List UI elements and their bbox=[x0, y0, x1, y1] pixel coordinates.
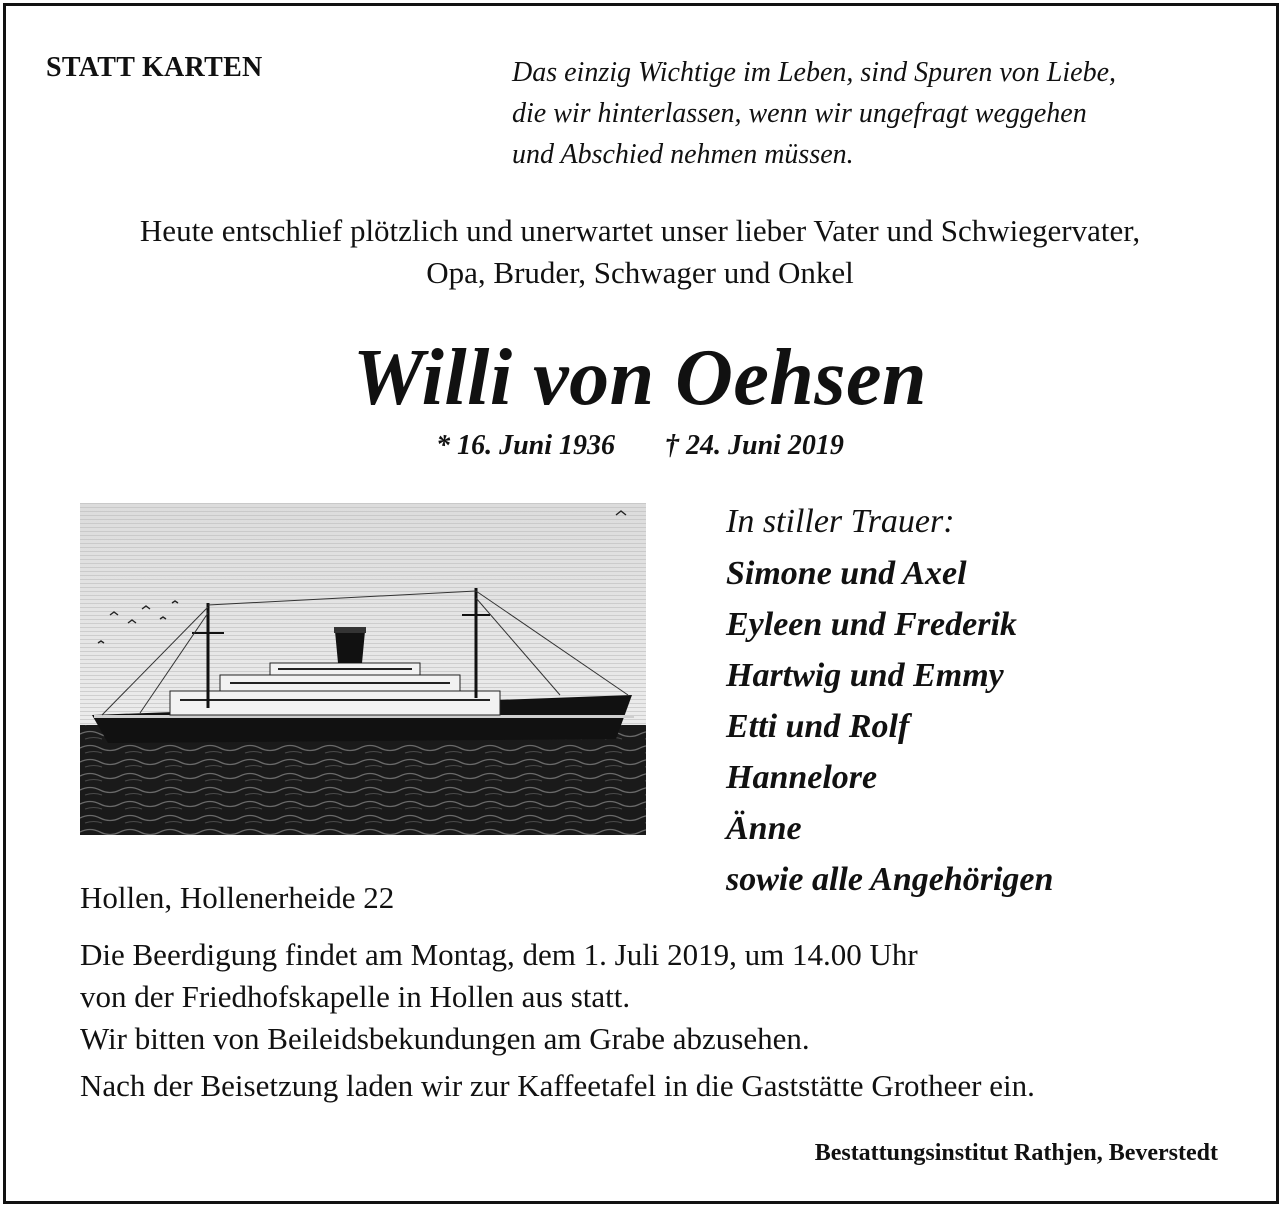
mourners-list bbox=[726, 496, 1053, 905]
mourner-name: Hartwig und Emmy bbox=[726, 657, 1004, 694]
ship-photo bbox=[80, 503, 646, 835]
announcement-line: Heute entschlief plötzlich und unerwartet unser lieber Vater und Schwiegervater, bbox=[139, 213, 1141, 248]
funeral-details bbox=[80, 934, 918, 1060]
death-announcement-text bbox=[0, 210, 1280, 294]
funeral-line: Wir bitten von Beileidsbekundungen am Grabe abzusehen. bbox=[80, 1021, 810, 1056]
life-dates bbox=[0, 430, 1280, 462]
undertaker-credit: Bestattungsinstitut Rathjen, Beverstedt bbox=[814, 1140, 1218, 1166]
mourner-name: Simone und Axel bbox=[726, 555, 967, 592]
statt-karten-label: STATT KARTEN bbox=[46, 52, 263, 83]
death-date: † 24. Juni 2019 bbox=[665, 430, 844, 461]
quote-line: und Abschied nehmen müssen. bbox=[512, 139, 854, 170]
funeral-line: von der Friedhofskapelle in Hollen aus statt. bbox=[80, 979, 631, 1014]
announcement-line: Opa, Bruder, Schwager und Onkel bbox=[426, 255, 854, 290]
family-address: Hollen, Hollenerheide 22 bbox=[80, 880, 395, 915]
deceased-name: Willi von Oehsen bbox=[353, 334, 927, 422]
birth-date: * 16. Juni 1936 bbox=[436, 430, 615, 461]
mourner-name: sowie alle Angehörigen bbox=[726, 861, 1054, 898]
memorial-quote bbox=[512, 52, 1252, 175]
reception-note: Nach der Beisetzung laden wir zur Kaffeetafel in die Gaststätte Grotheer ein. bbox=[80, 1068, 1035, 1103]
mourner-name: Änne bbox=[726, 810, 802, 847]
mourners-heading: In stiller Trauer: bbox=[726, 503, 955, 540]
mourner-name: Etti und Rolf bbox=[726, 708, 910, 745]
mourner-name: Eyleen und Frederik bbox=[726, 606, 1017, 643]
funeral-line: Die Beerdigung findet am Montag, dem 1. Juli 2019, um 14.00 Uhr bbox=[80, 937, 918, 972]
mourner-name: Hannelore bbox=[726, 759, 878, 796]
quote-line: Das einzig Wichtige im Leben, sind Spuren von Liebe, bbox=[512, 57, 1116, 88]
quote-line: die wir hinterlassen, wenn wir ungefragt weggehen bbox=[512, 98, 1087, 129]
